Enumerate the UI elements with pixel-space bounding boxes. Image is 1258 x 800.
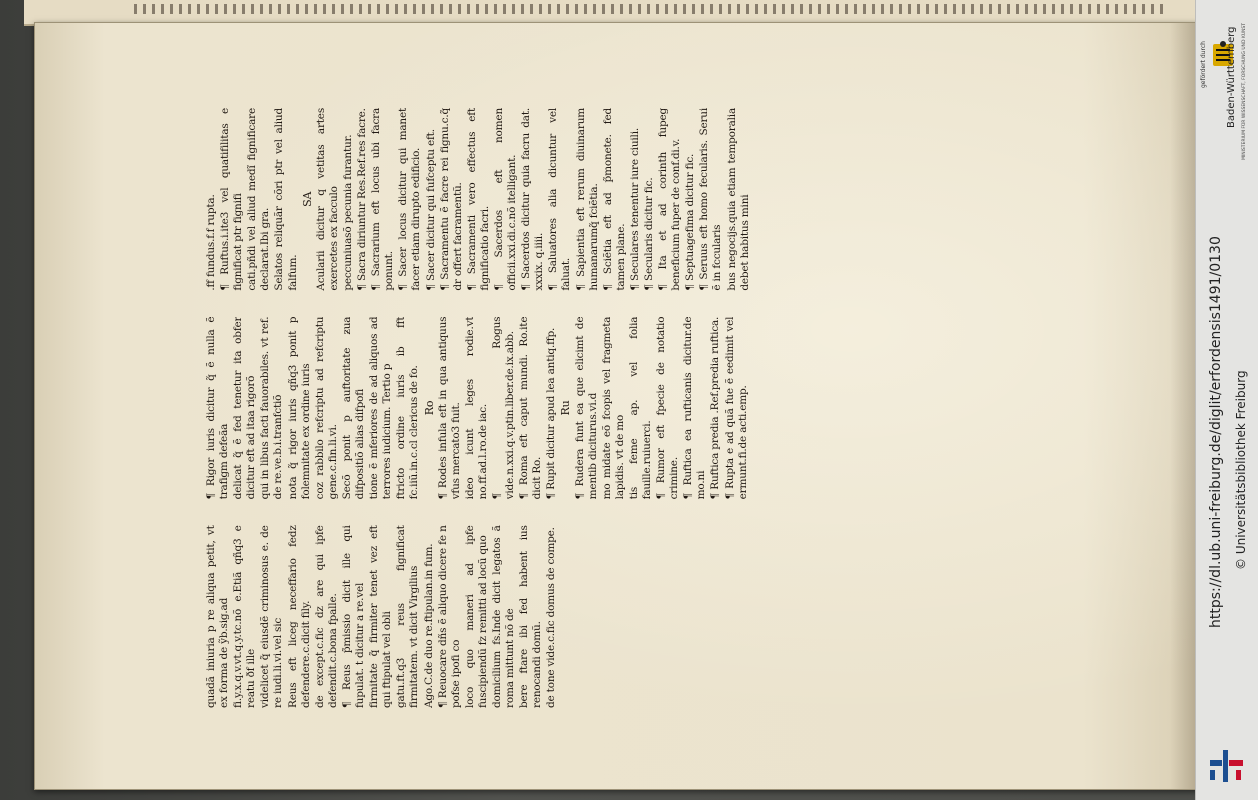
text-line: ¶ Sacerdos dicitur quia facru dat. xxxix. q.iiii.: [520, 107, 546, 291]
text-line: ¶ Rudera funt ea que elicimt de mentib diciturus.vi.d: [573, 316, 599, 500]
book-page[interactable]: [34, 22, 1201, 790]
permalink-url[interactable]: https://dl.ub.uni-freiburg.de/diglit/erfordensis1491/0130: [1208, 236, 1224, 628]
text-line: qui in libus facti fauorabiles. vt ref. de re.ve.b.i.tranfctiõ: [259, 316, 285, 500]
section-heading: Ro: [422, 400, 436, 416]
section-heading: Ru: [559, 400, 573, 416]
text-line: ¶ Roma eft caput mundi. Ro.ite dicit Ro.: [518, 316, 544, 500]
text-line: videlicet q̃ eiusdẽ criminosus e. de re iudi.li.vi.vel sic: [259, 525, 285, 708]
text-line: ¶ Seculares tenentur iure ciuili.: [628, 127, 641, 291]
text-line: firmitate q̃ firmiter tenet vez eft qui ftipulat vel obli: [368, 525, 394, 708]
text-line: ¶ Sapientia eft rerum diuinarum humanarumq̃ fciẽtia.: [574, 107, 600, 291]
funder-ministry: MINISTERIUM FÜR WISSENSCHAFT, FORSCHUNG UND KUNST: [1242, 23, 1247, 160]
section-heading: SA: [300, 191, 314, 207]
text-line: ¶ Ruftica predia .Ref.predia ruftica.: [709, 316, 722, 500]
text-line: ¶ Sacramenti vero effectus eft fignificatio facri.: [465, 107, 491, 291]
text-line: fi.y.x.q.v.vt.q.y.tc.nõ e.Etiã qñq3 e reatu ðf ille: [232, 525, 258, 708]
copyright-notice: © Universitätsbibliothek Freiburg: [1234, 370, 1248, 570]
text-line: Selatos reliquãr cõri ptr vel aliud falfum.: [273, 107, 299, 291]
text-line: delicat q̃ ẽ fed tenetur ita obfer dicitur eft ad itaa rigorõ: [232, 316, 258, 500]
text-line: .ff fundus.f.f rupta.: [205, 194, 217, 291]
text-line: ¶ Sacra diriuntur Res.Ref.res facre.: [356, 108, 369, 291]
text-line: ¶ Sacerdos eft nomen officii.xxi.di.c.nõ itelligant.: [492, 107, 519, 291]
text-line: bere ftare ibi fed habent ius renocandi domũ.: [518, 525, 544, 708]
text-line: tis feme ap. vel folia fauille.ruiuerci.: [627, 316, 653, 500]
text-line: ¶ Sciẽtia eft ad p̃monete. fed tamen plane.: [601, 107, 627, 291]
text-line: ¶ Rumor eft fpecie de notatio crimine.: [655, 316, 681, 500]
text-column-3: [205, 108, 1105, 291]
text-line: ¶ Ruftica ea rufticanis dicitur.de mo.ni: [682, 316, 708, 500]
text-line: ¶ Sacramentu ẽ facre rei fignu.c.q̃ dr offert facramentũ.: [438, 107, 464, 291]
open-book: [14, 0, 1196, 800]
text-line: tione ẽ mferiores de ad aliquos ad terrores iudicium. Tertio p: [368, 316, 394, 500]
funder-state: Baden-Württemberg: [1226, 26, 1237, 128]
text-line: domicilium fs.Inde dicit legatos ã roma mittunt nõ de: [490, 525, 517, 708]
text-line: ideo icunt leges rodie.vt no.ff.ad.l.ro.de iac.: [463, 316, 489, 500]
text-line: ¶ Rupit dicitur apud lea antiq.ffp.: [545, 327, 558, 500]
text-line: ¶ Ita et ad corinth fupeg beneficium fuper de conf.di.v.: [657, 107, 683, 291]
text-line: ¶ Rodes infula eft in qua antiquus vfus mercato3 fuit.: [436, 316, 462, 500]
text-line: Secõ ponit p auftoritate ƶua difpositiõ alias difpofi: [340, 316, 367, 500]
text-line: ¶ Sacer locus dicitur qui manet facer etiam dirupto edificio.: [397, 107, 423, 291]
text-column-1: [205, 525, 1105, 708]
text-line: ftricto ordine iuris ib fft fc.iiũ.in.c.cl clericus de fo.: [395, 316, 421, 500]
text-line: coz rabbilo refcriptu ad refcriptu gene.c.fin.li.vi.: [313, 316, 339, 500]
text-line: cati.pñdi vel aliud medĩ fignificare declarat.Ibi gra.: [246, 107, 272, 291]
text-line: nota q̃ rigor iuris qñq3 ponit p folemnitate ex ordine iuris: [286, 316, 312, 500]
text-line: ¶ Reus p̃missio dicit ille qui fupulat. t dicitur a re.vel: [340, 525, 367, 708]
text-line: loco quo maneri ad ipfe fuscipiendũ fz remitti ad locũ quo: [463, 525, 489, 708]
text-line: Ago.C.de duo re.ftipulan.in fum.: [422, 543, 435, 708]
text-column-2: [205, 317, 1105, 500]
text-line: ¶ Septuagefima dicitur fic.: [684, 153, 697, 291]
text-line: quadã iniuria p re aliqua petit, vt ex forma de ỹb.sig.ad: [205, 525, 231, 708]
branding-sidebar: [1195, 0, 1258, 800]
text-line: mo midate eõ fcopis vel fragmeta lapidis. vt de mo: [600, 316, 626, 500]
ink-bleed: [134, 4, 1164, 14]
library-logo-icon[interactable]: [1208, 748, 1246, 784]
text-line: de except.c.fic dz are qui ipfe defendit.c.bona fpalle.: [313, 525, 339, 708]
text-line: ¶ Sacer dicitur qui fufceptu eft.: [424, 129, 437, 291]
text-line: ¶ Reuocare dñs ẽ aliquo dicere fe n pofse ipofi co: [436, 525, 462, 708]
text-line: gatu.ft.q3 reus fignificat firmitatem. vt dicit Virgilius: [395, 525, 421, 708]
text-line: ¶ Seruus eft homo fecularis. Serui ẽ in fccularis: [698, 107, 724, 291]
text-line: ¶ Rogus vide.n.xxi.q.v.ptin.liber.de.ix.abb.: [490, 316, 517, 500]
text-line: ¶ Sacrarium eft locus ubi facra ponunt.: [370, 107, 396, 291]
text-line: ¶ Rupta e ad quã fue ẽ eedimit vel ermunt.fi.de acti.emp.: [723, 316, 749, 500]
text-line: Acularii dicitur q vetitas artes exercetes ex facculo: [314, 107, 340, 291]
text-line: bus negocijs.quia etiam temporalia debet habitus mini: [725, 107, 751, 291]
text-line: ¶ Saluatores alia dicuntur vel faluat.: [547, 107, 573, 291]
printed-text-block: [205, 108, 1105, 708]
text-line: peccuniuasõ pecunia furantur.: [341, 134, 354, 291]
text-line: Reus eft liceg neceffario fedz defendere.c.dicit fily.: [286, 525, 312, 708]
text-line: ¶ Ruftus.i.ite3 vel quatifilitas e fignificat ptr fignifi: [219, 107, 245, 291]
text-line: ¶ Secularis dicitur fic.: [643, 177, 655, 291]
text-line: ¶ Rigor iuris dicitur q̃ ẽ nulla ẽ trafigm defeãa: [205, 316, 231, 500]
text-line: de tone vide.c.fic domus de compe.: [545, 527, 558, 708]
funder-label: gefördert durch: [1200, 41, 1207, 88]
